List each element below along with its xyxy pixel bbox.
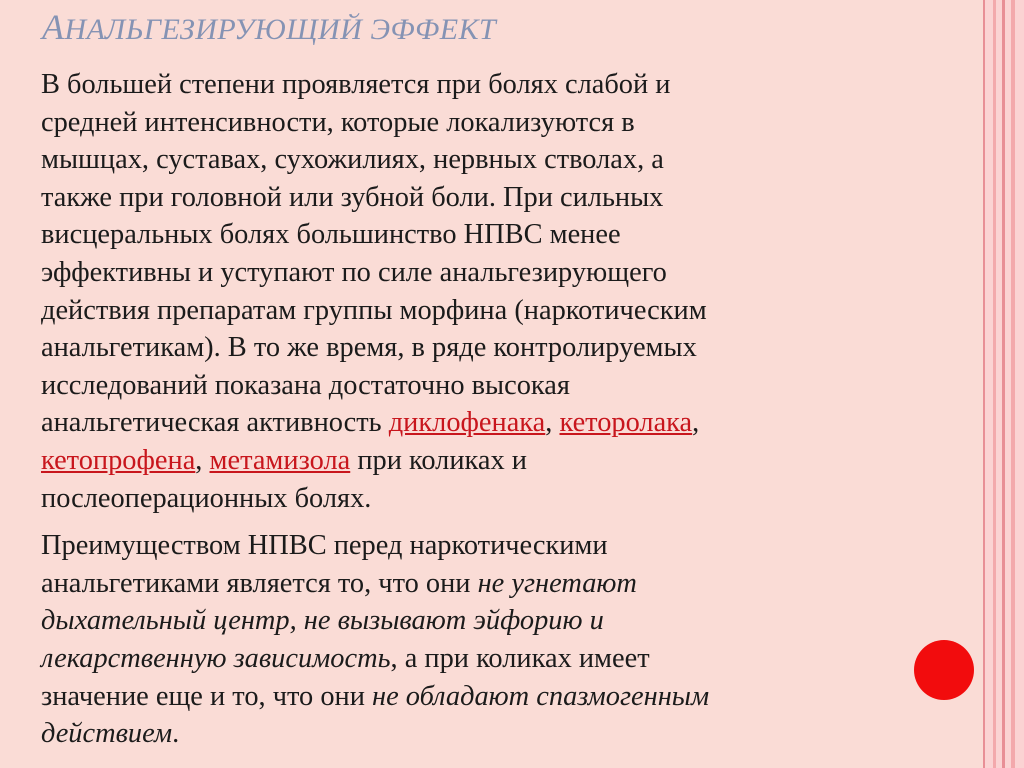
text-line xyxy=(41,715,921,753)
emphasis-text: лекарственную зависимость xyxy=(41,642,391,674)
text-line-with-links xyxy=(41,404,921,442)
title-rest: ЭФФЕКТ xyxy=(362,13,497,46)
link-ketoprofen[interactable]: кетопрофена xyxy=(41,444,196,476)
text-segment: . xyxy=(172,718,180,750)
link-metamizole[interactable]: метамизола xyxy=(209,444,351,476)
text-line: Преимуществом НПВС перед наркотическими xyxy=(41,530,608,562)
text-line: эффективны и уступают по силе анальгезирующего xyxy=(41,256,667,288)
separator: , xyxy=(545,407,560,439)
text-segment: значение еще и то, что они xyxy=(41,680,372,712)
text-segment: анальгетическая активность xyxy=(41,407,389,439)
emphasis-text: действием xyxy=(41,718,173,750)
title-first-letter: А xyxy=(42,7,65,47)
text-segment: анальгетиками является то, что они xyxy=(41,567,478,599)
slide-title xyxy=(42,6,496,48)
link-ketorolac[interactable]: кеторолака xyxy=(559,407,693,439)
title-word1-rest: НАЛЬГЕЗИРУЮЩИЙ xyxy=(64,13,363,46)
text-line: средней интенсивности, которые локализуются в xyxy=(41,106,635,138)
link-diclofenac[interactable]: диклофенака xyxy=(388,407,546,439)
text-segment: при коликах и xyxy=(350,444,527,476)
text-line xyxy=(41,640,921,678)
text-line: В большей степени проявляется при болях слабой и xyxy=(41,69,671,100)
emphasis-line: дыхательный центр, не вызывают эйфорию и xyxy=(41,605,604,637)
red-circle-decoration xyxy=(914,640,974,700)
text-line: также при головной или зубной боли. При сильных xyxy=(41,181,664,213)
text-line: висцеральных болях большинство НПВС менее xyxy=(41,219,621,251)
text-line: мышцах, суставах, сухожилиях, нервных стволах, а xyxy=(41,144,664,176)
text-line-with-links xyxy=(41,442,921,480)
right-stripe xyxy=(1015,0,1024,768)
right-stripe xyxy=(985,0,993,768)
slide-body xyxy=(41,66,921,753)
text-line xyxy=(41,678,921,716)
text-line: исследований показана достаточно высокая xyxy=(41,369,570,401)
emphasis-text: не обладают спазмогенным xyxy=(372,680,710,712)
paragraph-1 xyxy=(41,66,921,517)
emphasis-text: не угнетают xyxy=(477,567,637,599)
text-line xyxy=(41,565,921,603)
text-line: действия препаратам группы морфина (наркотическим xyxy=(41,294,707,326)
separator: , xyxy=(195,444,210,476)
text-line: анальгетикам). В то же время, в ряде контролируемых xyxy=(41,332,697,364)
text-segment: , а при коликах имеет xyxy=(390,642,650,674)
separator: , xyxy=(692,407,700,439)
text-line: послеоперационных болях. xyxy=(41,482,372,514)
paragraph-2 xyxy=(41,527,921,753)
